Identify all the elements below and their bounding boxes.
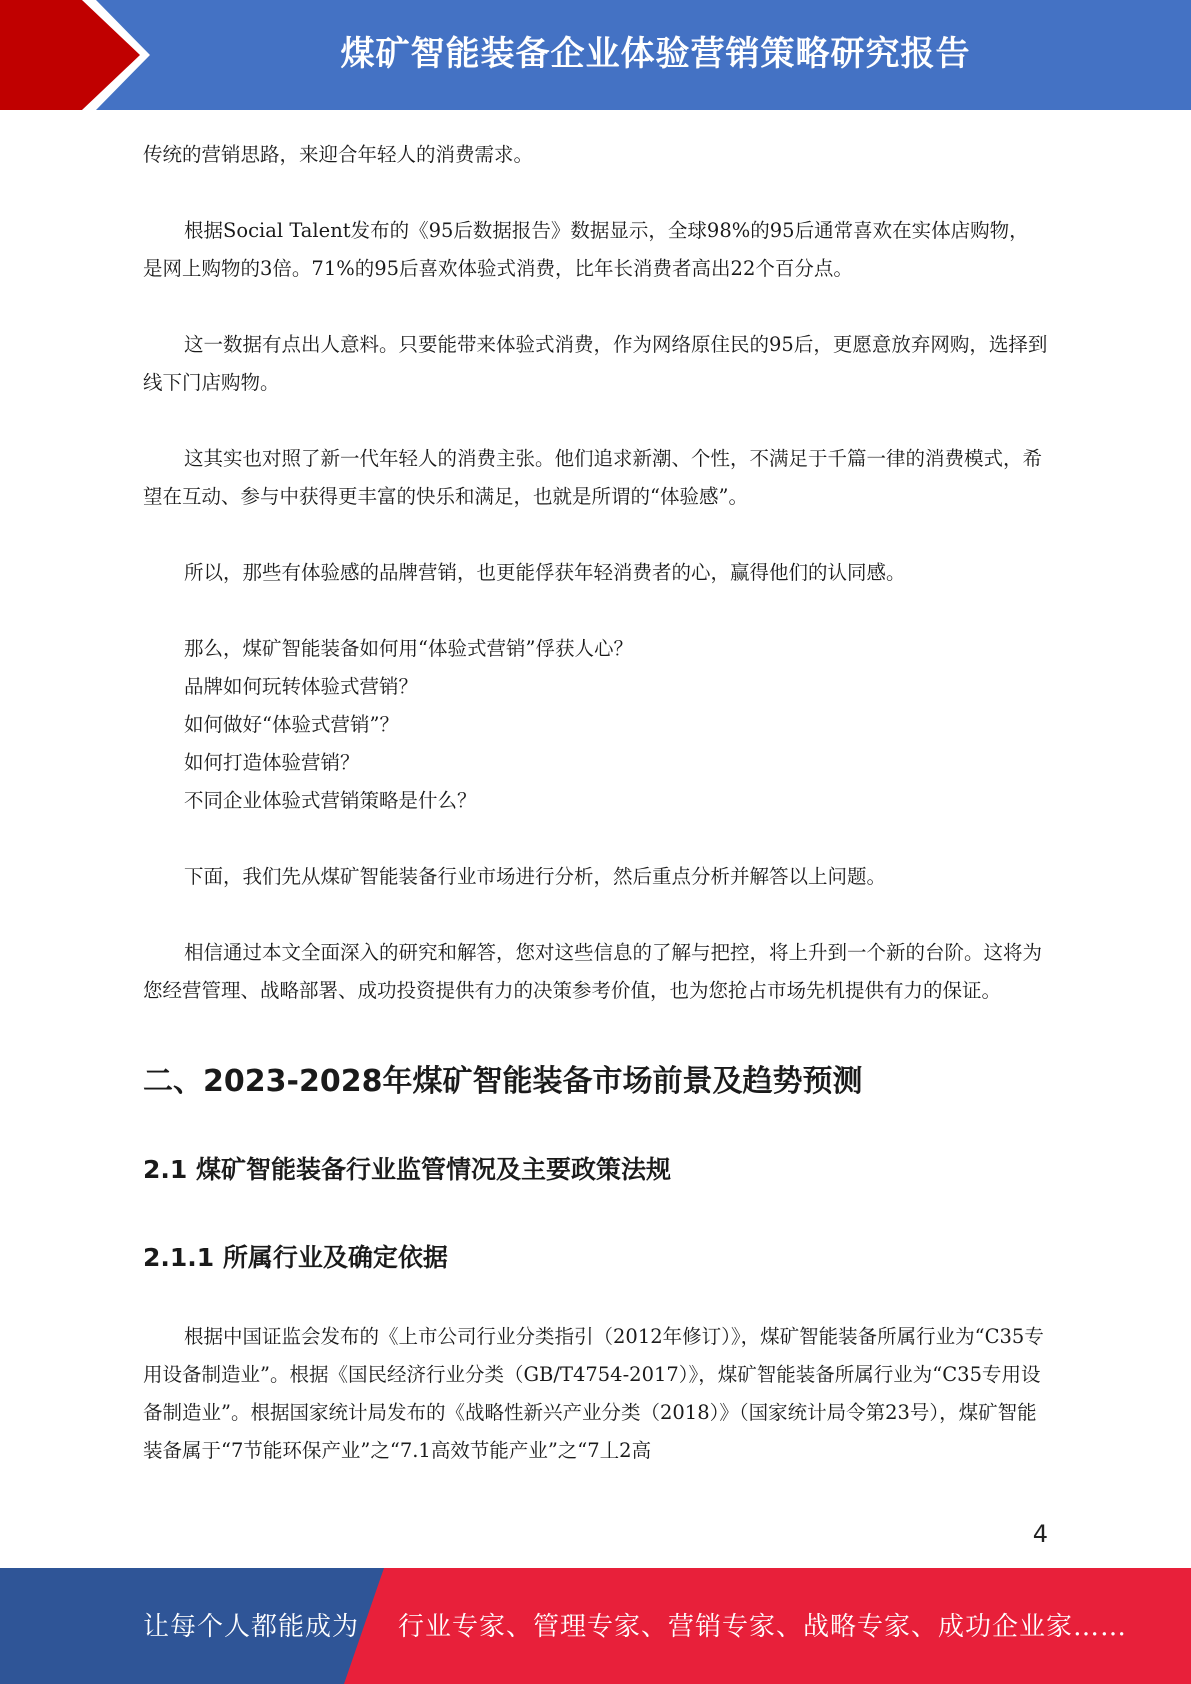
list-item: 不同企业体验式营销策略是什么？ <box>184 789 477 812</box>
paragraph-next-steps: 下面，我们先从煤矿智能装备行业市场进行分析，然后重点分析并解答以上问题。 <box>184 865 887 888</box>
section-heading: 二、2023-2028年煤矿智能装备市场前景及趋势预测 <box>143 1064 863 1099</box>
footer-slogan-left: 让每个人都能成为 <box>143 1612 360 1642</box>
list-item: 如何做好“体验式营销”？ <box>184 713 399 736</box>
footer-slogan-right: 行业专家、管理专家、营销专家、战略专家、成功企业家…… <box>398 1612 1128 1642</box>
subsection-heading: 2.1 煤矿智能装备行业监管情况及主要政策法规 <box>143 1155 671 1184</box>
paragraph-belief: 相信通过本文全面深入的研究和解答，您对这些信息的了解与把控，将上升到一个新的台阶。这将为您经营管理、战略部署、成功投资提供有力的决策参考价值，也为您抢占市场先机提供有力的保证。 <box>143 941 1043 1002</box>
list-item: 那么，煤矿智能装备如何用“体验式营销”俘获人心？ <box>184 637 633 660</box>
paragraph-industry-basis: 根据中国证监会发布的《上市公司行业分类指引（2012年修订）》，煤矿智能装备所属行业为“C35专用设备制造业”。根据《国民经济行业分类（GB/T4754-2017）》，煤矿智能装备所属行业为“C35专用设备制造业”。根据国家统计局发布的《战略性新兴产业分类（2018）》（国家统计局令第23号），煤矿智能装备属于“7节能环保产业”之“7.1高效节能产业”之“7丄2高 <box>143 1325 1044 1462</box>
paragraph-consumer-view: 这其实也对照了新一代年轻人的消费主张。他们追求新潮、个性，不满足于千篇一律的消费模式，希望在互动、参与中获得更丰富的快乐和满足，也就是所谓的“体验感”。 <box>143 447 1043 508</box>
list-item: 如何打造体验营销？ <box>184 751 360 774</box>
page-header <box>0 0 1191 110</box>
subsubsection-heading: 2.1.1 所属行业及确定依据 <box>143 1243 448 1272</box>
document-body <box>143 136 1048 1470</box>
list-item: 品牌如何玩转体验式营销？ <box>184 675 419 698</box>
paragraph-brand-marketing: 所以，那些有体验感的品牌营销，也更能俘获年轻消费者的心，赢得他们的认同感。 <box>184 561 906 584</box>
question-list <box>143 630 1048 820</box>
page-footer <box>0 1568 1191 1684</box>
report-title: 煤矿智能装备企业体验营销策略研究报告 <box>340 34 971 74</box>
paragraph-continuation: 传统的营销思路，来迎合年轻人的消费需求。 <box>143 143 534 166</box>
page-number: 4 <box>1032 1520 1048 1548</box>
paragraph-social-talent: 根据Social Talent发布的《95后数据报告》数据显示，全球98%的95后通常喜欢在实体店购物，是网上购物的3倍。71%的95后喜欢体验式消费，比年长消费者高出22个百分点。 <box>143 219 1029 280</box>
paragraph-surprising-data: 这一数据有点出人意料。只要能带来体验式消费，作为网络原住民的95后，更愿意放弃网购，选择到线下门店购物。 <box>143 333 1048 394</box>
